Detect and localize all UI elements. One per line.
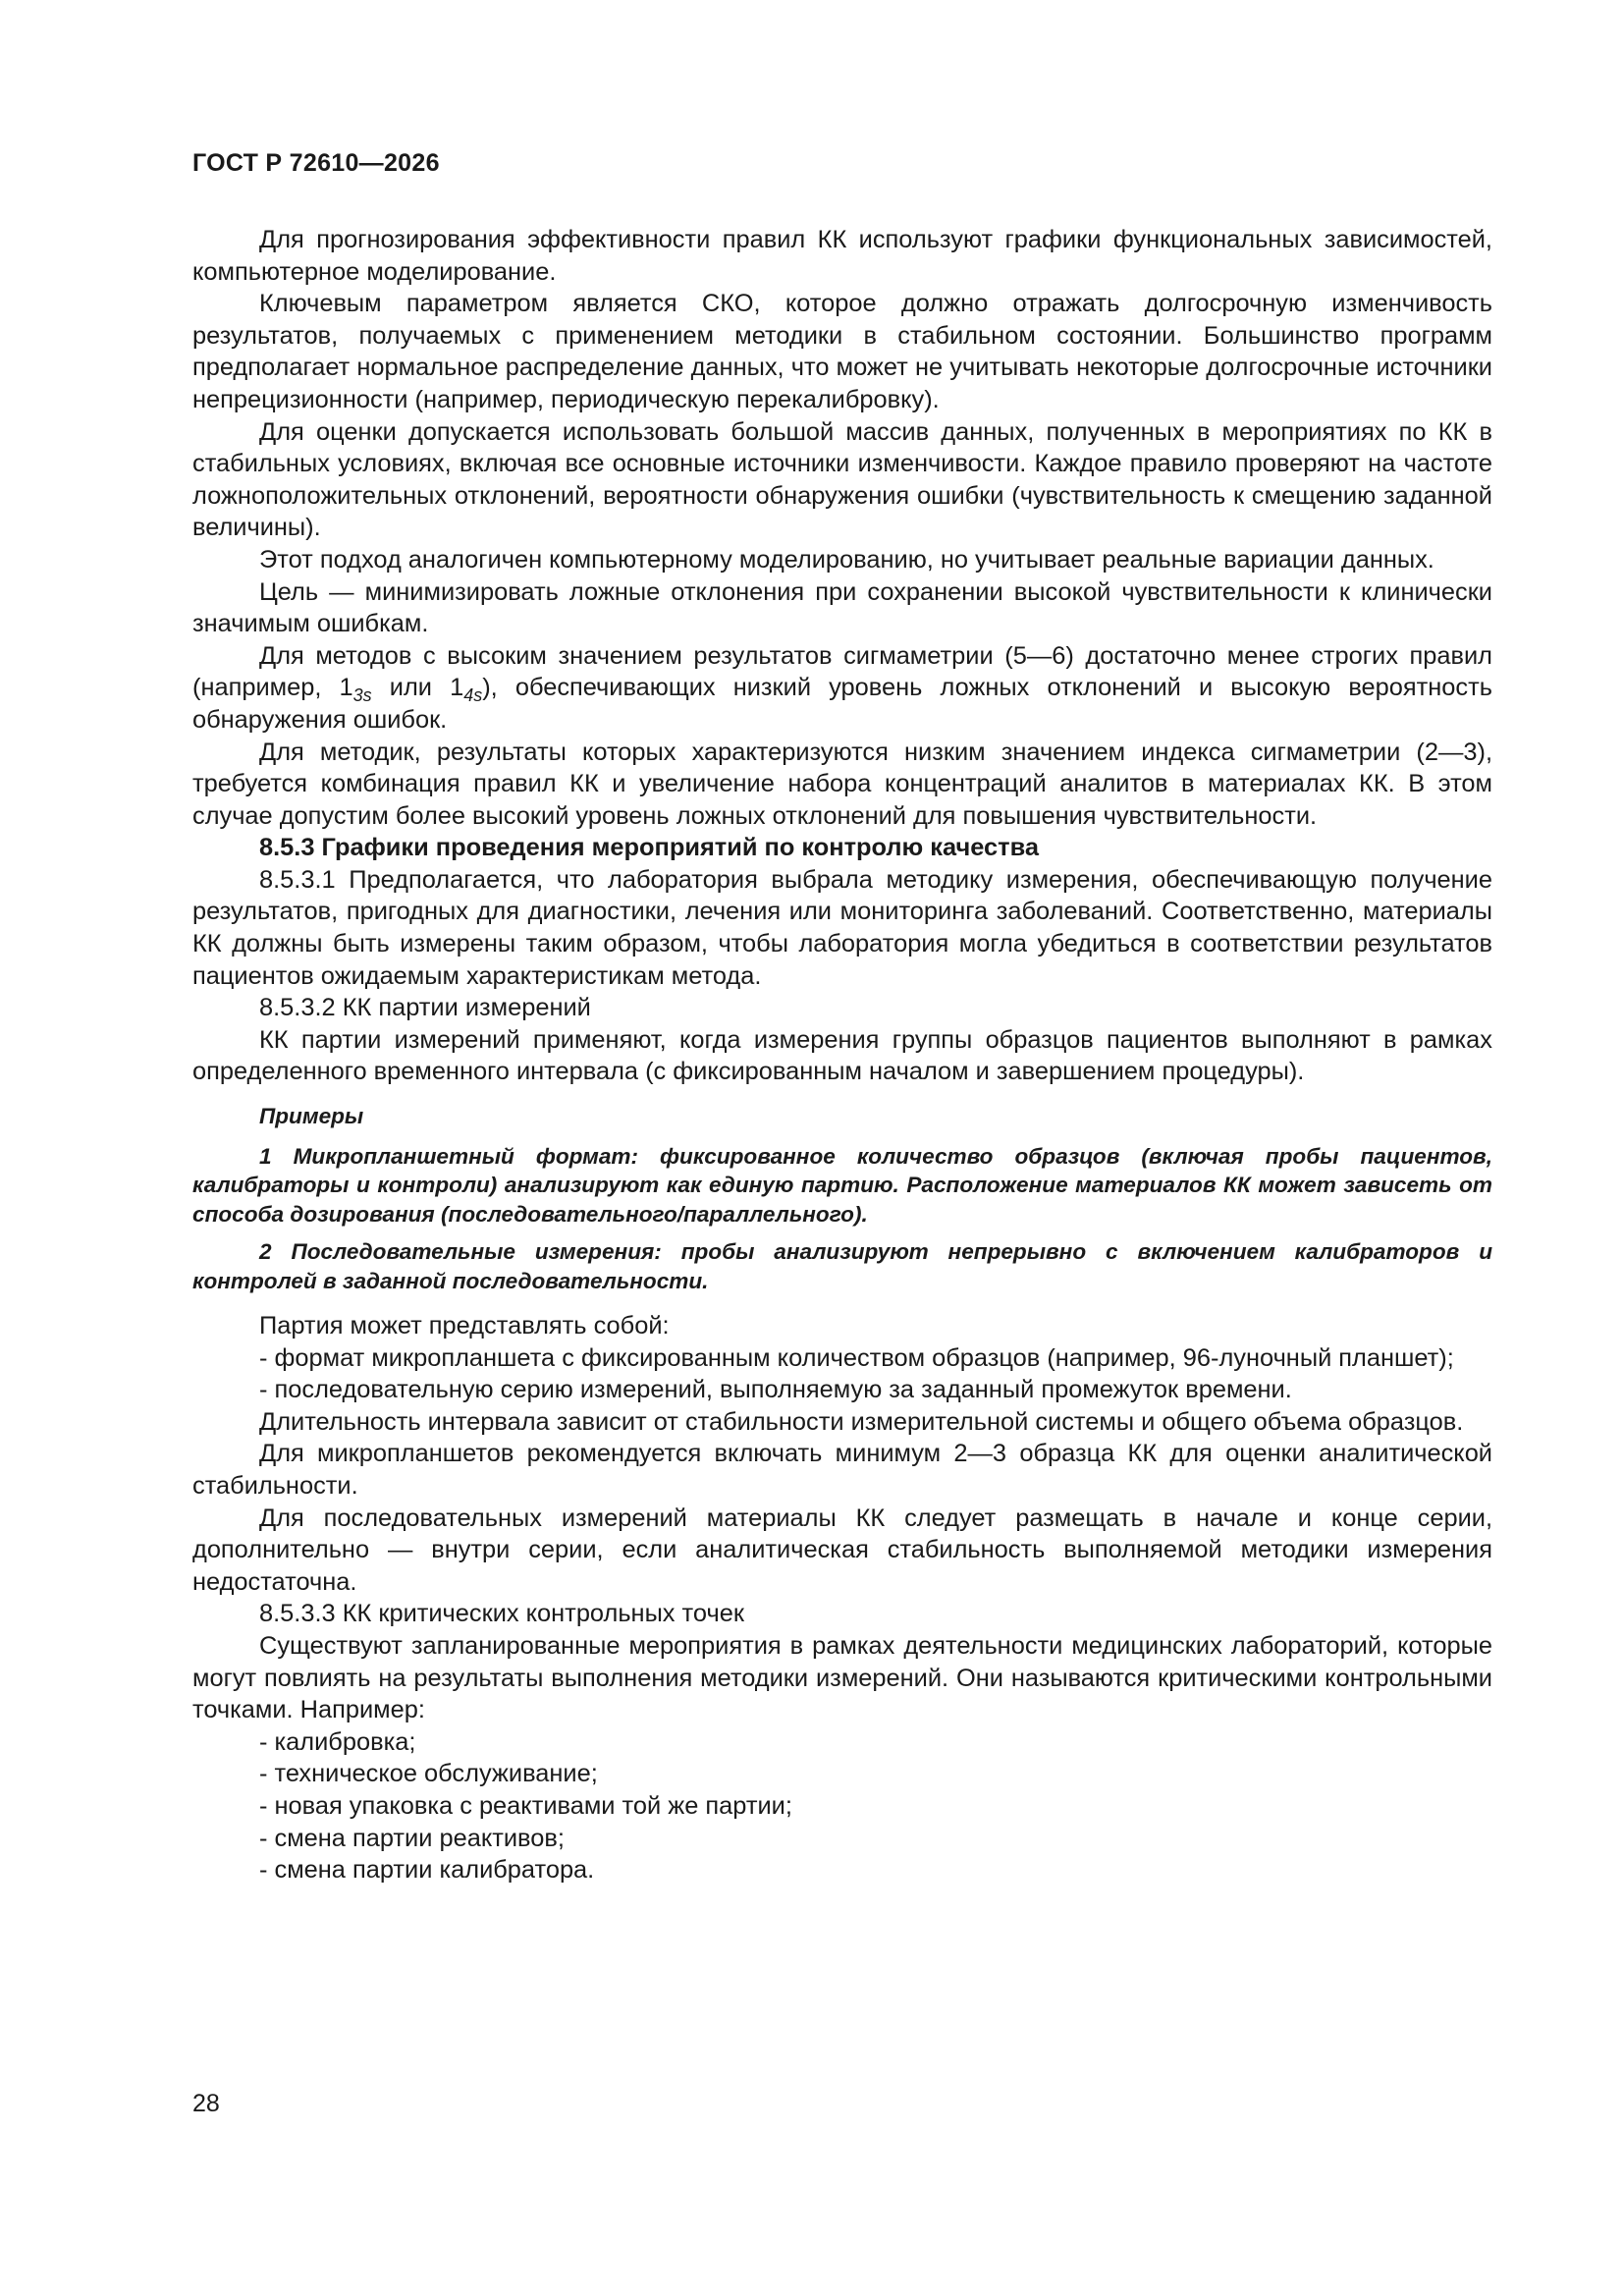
- paragraph: 8.5.3.1 Предполагается, что лаборатория выбрала методику измерения, обеспечивающую получение результатов, пригодных для диагностики, лечения или мониторинга заболеваний. Соответственно, материалы КК должны быть измерены таким образом, чтобы лаборатория могла убедиться в соответствии результатов пациентов ожидаемым характеристикам метода.: [192, 865, 1492, 990]
- paragraph: Для прогнозирования эффективности правил КК используют графики функциональных зависимостей, компьютерное моделирование.: [192, 226, 1492, 286]
- subscript: 4s: [463, 685, 483, 706]
- document-header: ГОСТ Р 72610—2026: [192, 149, 440, 177]
- list-item: - формат микропланшета с фиксированным количеством образцов (например, 96-луночный планшет);: [259, 1343, 1454, 1372]
- list-item: - техническое обслуживание;: [259, 1760, 598, 1788]
- list-item: - калибровка;: [259, 1727, 416, 1756]
- paragraph: Этот подход аналогичен компьютерному моделированию, но учитывает реальные вариации данных.: [259, 545, 1434, 574]
- section-heading: 8.5.3 Графики проведения мероприятий по контролю качества: [259, 834, 1039, 862]
- text-run: Для методов с высоким значением результатов сигмаметрии (5—6) достаточно менее строгих правил (например, 1: [192, 641, 1492, 702]
- paragraph: Партия может представлять собой:: [259, 1312, 670, 1340]
- subsection-heading: 8.5.3.3 КК критических контрольных точек: [259, 1600, 744, 1628]
- example-item: 1 Микропланшетный формат: фиксированное количество образцов (включая пробы пациентов, калибраторы и контроли) анализируют как единую партию. Расположение материалов КК может зависеть от способа дозирования (последовательного/параллельного).: [192, 1143, 1492, 1227]
- text-run: ), обеспечивающих низкий уровень ложных отклонений и высокую вероятность обнаружения ошибок.: [192, 674, 1492, 734]
- paragraph: Для микропланшетов рекомендуется включать минимум 2—3 образца КК для оценки аналитической стабильности.: [192, 1440, 1492, 1500]
- paragraph: Цель — минимизировать ложные отклонения при сохранении высокой чувствительности к клинически значимым ошибкам.: [192, 577, 1492, 638]
- text-run: или 1: [371, 674, 464, 702]
- batch-section: [192, 1310, 1492, 1886]
- paragraph: Для оценки допускается использовать большой массив данных, полученных в мероприятиях по КК в стабильных условиях, включая все основные источники изменчивости. Каждое правило проверяют на частоте ложноположительных отклонений, вероятности обнаружения ошибки (чувствительность к смещению заданной величины).: [192, 417, 1492, 542]
- paragraph: Для последовательных измерений материалы КК следует размещать в начале и конце серии, дополнительно — внутри серии, если аналитическая стабильность выполняемой методики измерения недостаточна.: [192, 1503, 1492, 1596]
- paragraph: Длительность интервала зависит от стабильности измерительной системы и общего объема образцов.: [259, 1407, 1464, 1436]
- examples-title: Примеры: [259, 1104, 364, 1129]
- example-item: 2 Последовательные измерения: пробы анализируют непрерывно с включением калибраторов и контролей в заданной последовательности.: [192, 1239, 1492, 1293]
- paragraph: Ключевым параметром является СКО, которое должно отражать долгосрочную изменчивость результатов, получаемых с применением методики в стабильном состоянии. Большинство программ предполагает нормальное распределение данных, что может не учитывать некоторые долгосрочные источники непрецизионности (например, периодическую перекалибровку).: [192, 290, 1492, 413]
- paragraph: Для методик, результаты которых характеризуются низким значением индекса сигмаметрии (2—3), требуется комбинация правил КК и увеличение набора концентраций аналитов в материалах КК. В этом случае допустим более высокий уровень ложных отклонений для повышения чувствительности.: [192, 738, 1492, 830]
- list-item: - последовательную серию измерений, выполняемую за заданный промежуток времени.: [259, 1376, 1292, 1404]
- paragraph: КК партии измерений применяют, когда измерения группы образцов пациентов выполняют в рамках определенного временного интервала (с фиксированным началом и завершением процедуры).: [192, 1025, 1492, 1086]
- list-item: - смена партии калибратора.: [259, 1856, 595, 1885]
- paragraph: Существуют запланированные мероприятия в рамках деятельности медицинских лабораторий, которые могут повлиять на результаты выполнения методики измерений. Они называются критическими контрольными точками. Например:: [192, 1631, 1492, 1724]
- page-number: 28: [192, 2090, 220, 2117]
- examples-block: [192, 1102, 1492, 1295]
- list-item: - смена партии реактивов;: [259, 1824, 565, 1852]
- subsection-heading: 8.5.3.2 КК партии измерений: [259, 994, 591, 1022]
- document-body: [192, 224, 1492, 1886]
- list-item: - новая упаковка с реактивами той же партии;: [259, 1791, 792, 1820]
- paragraph-sigma-rules: [192, 640, 1492, 737]
- subscript: 3s: [352, 685, 372, 706]
